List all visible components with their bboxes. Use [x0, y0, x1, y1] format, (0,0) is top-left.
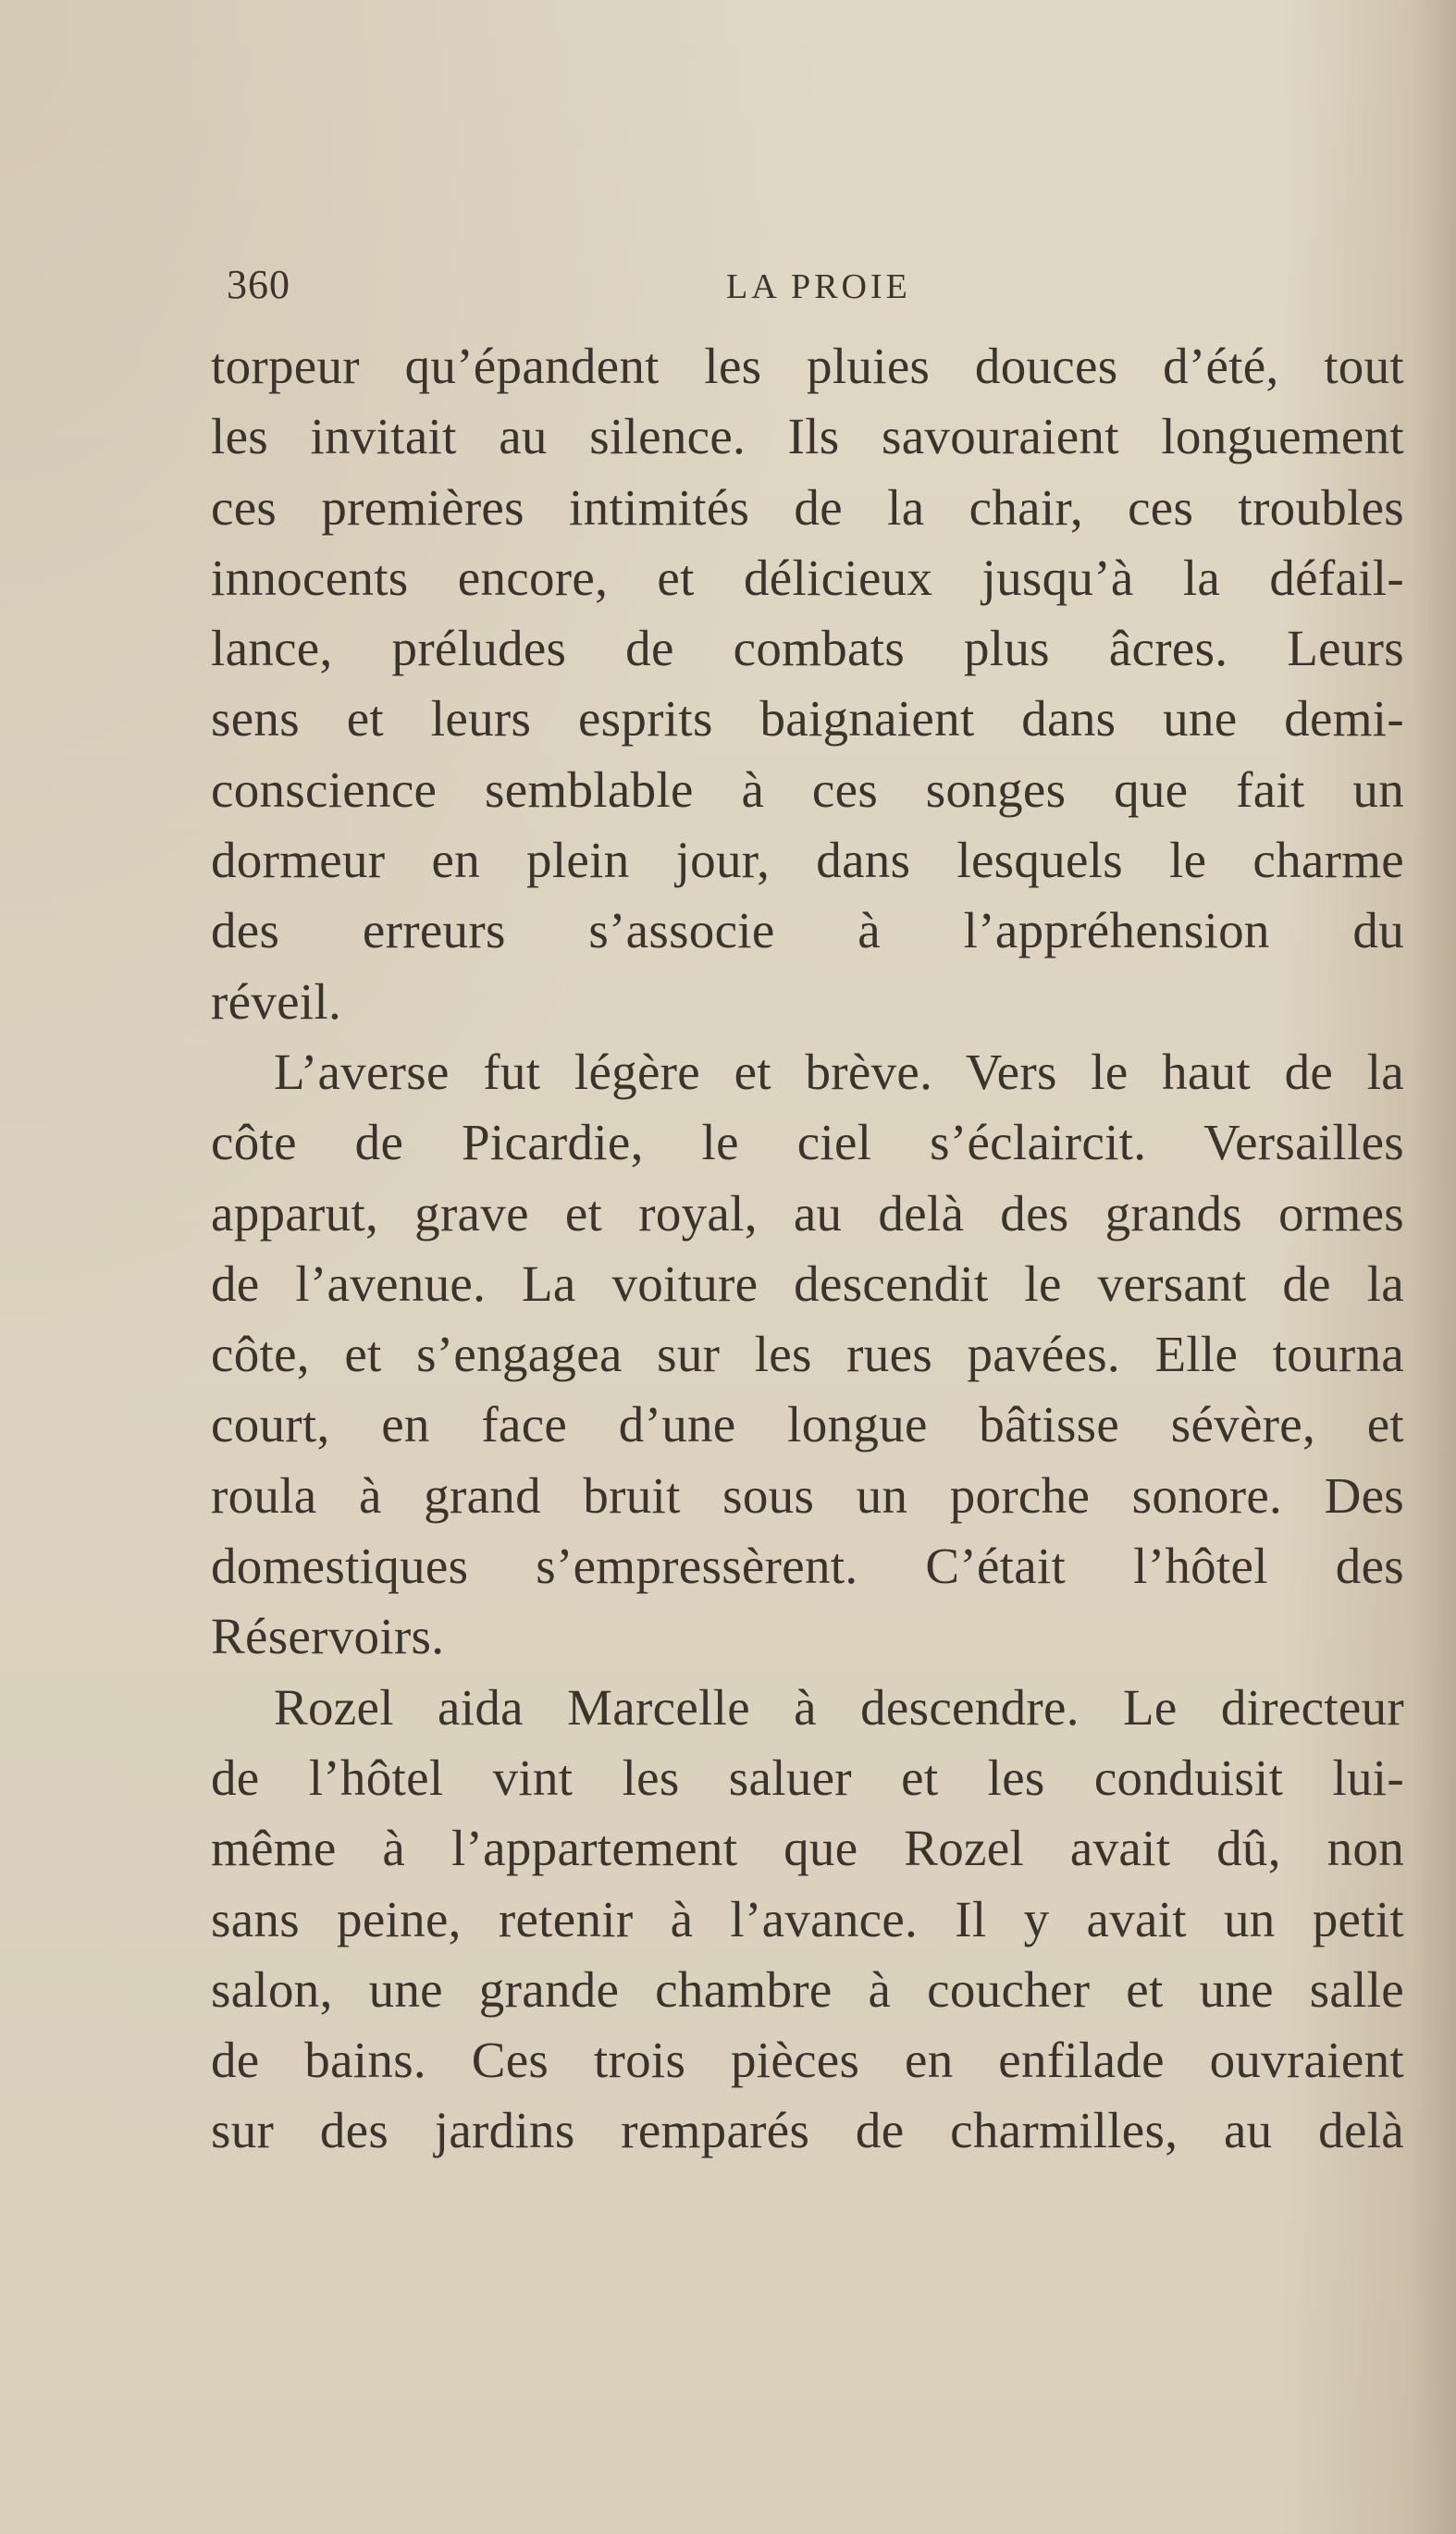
text-line: de l’hôtel vint les saluer et les conduisit lui-	[211, 1749, 1404, 1806]
text-line: torpeur qu’épandent les pluies douces d’été, tout	[211, 338, 1404, 394]
text-line: conscience semblable à ces songes que fait un	[211, 760, 1404, 818]
text-line: sur des jardins remparés de charmilles, au delà	[211, 2102, 1404, 2159]
page-number: 360	[227, 262, 290, 307]
text-line: Réservoirs.	[211, 1608, 445, 1665]
body-text	[211, 331, 1404, 2167]
text-line: réveil.	[211, 972, 342, 1030]
running-title: LA PROIE	[726, 267, 911, 306]
text-line: sans peine, retenir à l’avance. Il y avait un petit	[211, 1890, 1404, 1947]
text-line: de l’avenue. La voiture descendit le versant de la	[211, 1255, 1404, 1312]
text-line: roula à grand bruit sous un porche sonore. Des	[211, 1466, 1404, 1524]
text-line: sens et leurs esprits baignaient dans une demi-	[211, 690, 1404, 748]
text-line: salon, une grande chambre à coucher et une salle	[211, 1960, 1404, 2018]
paragraph-start-line: L’averse fut légère et brève. Vers le haut de la	[274, 1043, 1404, 1100]
text-line: côte de Picardie, le ciel s’éclaircit. Versailles	[211, 1114, 1404, 1171]
text-line: ces premières intimités de la chair, ces troubles	[211, 478, 1404, 536]
text-line: domestiques s’empressèrent. C’était l’hôtel des	[211, 1538, 1404, 1595]
text-line: de bains. Ces trois pièces en enfilade ouvraient	[211, 2032, 1404, 2089]
text-line: lance, préludes de combats plus âcres. Leurs	[211, 620, 1404, 677]
text-line: innocents encore, et délicieux jusqu’à la défail-	[211, 549, 1404, 606]
text-line: les invitait au silence. Ils savouraient longuement	[211, 408, 1404, 465]
text-line: dormeur en plein jour, dans lesquels le charme	[211, 832, 1404, 889]
text-line: même à l’appartement que Rozel avait dû, non	[211, 1820, 1404, 1877]
text-line: des erreurs s’associe à l’appréhension du	[211, 902, 1404, 959]
text-line: côte, et s’engagea sur les rues pavées. Elle tourna	[211, 1326, 1404, 1383]
text-line: court, en face d’une longue bâtisse sévère, et	[211, 1396, 1404, 1453]
running-head	[227, 261, 1411, 316]
text-line: apparut, grave et royal, au delà des grands ormes	[211, 1184, 1404, 1242]
paragraph-start-line: Rozel aida Marcelle à descendre. Le directeur	[274, 1678, 1404, 1736]
